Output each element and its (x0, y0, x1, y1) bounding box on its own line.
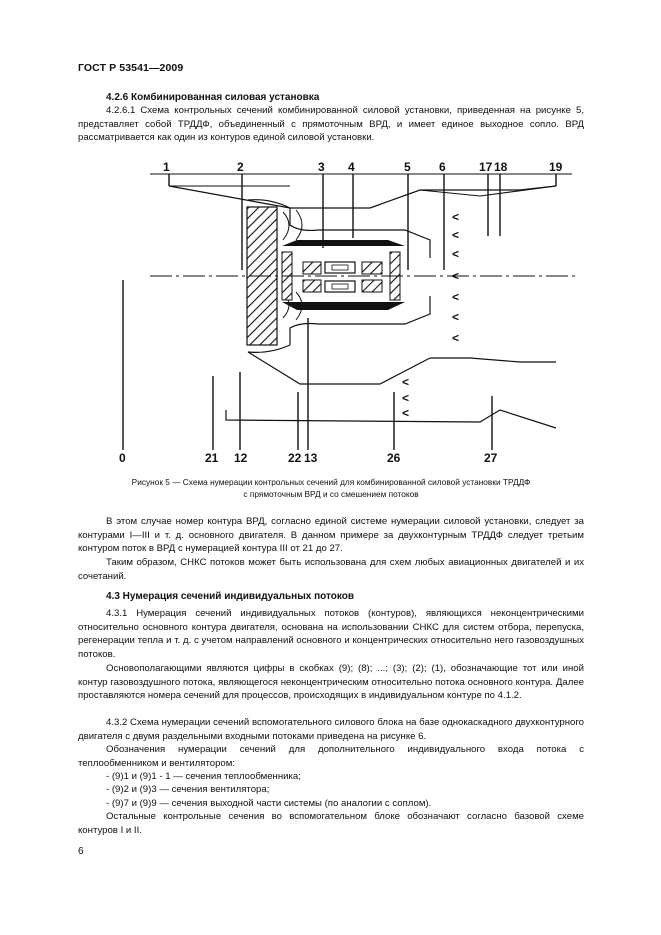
label-section-27: 27 (484, 451, 498, 465)
label-section-1: 1 (163, 160, 170, 174)
list-item: - (9)7 и (9)9 — сечения выходной части системы (по аналогии с соплом). (106, 798, 432, 809)
core-casing-lower (282, 302, 405, 310)
label-section-21: 21 (205, 451, 219, 465)
svg-text:<: < (452, 290, 460, 304)
label-section-2: 2 (237, 160, 244, 174)
paragraph-4-3-2-c: Остальные контрольные сечения во вспомогательном блоке обозначают согласно базовой схеме контуров I и II. (78, 811, 584, 836)
paragraph-4-3-2: 4.3.2 Схема нумерации сечений вспомогательного силового блока на базе однокаскадного двухконтурного двигателя с двумя раздельными входными потоками приведена на рисунке 6. (78, 717, 584, 742)
section-lines-top (169, 174, 556, 270)
svg-text:<: < (402, 391, 410, 405)
label-section-22: 22 (288, 451, 302, 465)
label-section-3: 3 (318, 160, 325, 174)
svg-text:<: < (402, 375, 410, 389)
section-heading-4-2-6: 4.2.6 Комбинированная силовая установка (106, 92, 320, 103)
ramjet-duct-lower (226, 410, 556, 428)
label-section-4: 4 (348, 160, 355, 174)
label-section-19: 19 (549, 160, 563, 174)
core-casing-upper (282, 240, 405, 246)
figure-caption-line2: с прямоточным ВРД и со смешением потоков (243, 489, 419, 499)
document-header: ГОСТ Р 53541—2009 (78, 62, 184, 74)
svg-text:<: < (452, 247, 460, 261)
label-section-6: 6 (439, 160, 446, 174)
figure-caption-line1: Рисунок 5 — Схема нумерации контрольных сечений для комбинированной силовой установки ТРДДФ (131, 477, 531, 487)
paragraph-4-3-1: 4.3.1 Нумерация сечений индивидуальных потоков (контуров), являющихся неконцентрическими относительно основного контура двигателя, основана на использовании СНКС для систем отбора, перепуска, регенерации тепла и т. д. с учетом направлений основного и концентрических относительно него газовоздушных потоков. (78, 608, 584, 660)
page-number: 6 (78, 846, 84, 857)
body-paragraph-2: Таким образом, СНКС потоков может быть использована для схем любых авиационных двигателей и их сочетаний. (78, 557, 584, 582)
svg-text:<: < (452, 210, 460, 224)
label-section-26: 26 (387, 451, 401, 465)
label-section-5: 5 (404, 160, 411, 174)
list-item: - (9)1 и (9)1 - 1 — сечения теплообменника; (106, 771, 301, 782)
section-heading-4-3: 4.3 Нумерация сечений индивидуальных потоков (106, 591, 354, 602)
label-section-13: 13 (304, 451, 318, 465)
label-section-18: 18 (494, 160, 508, 174)
svg-text:<: < (452, 331, 460, 345)
paragraph-4-3-2-b: Обозначения нумерации сечений для дополнительного индивидуального входа потока с теплообменником и вентилятором: (78, 744, 584, 769)
engine-section-diagram (0, 150, 661, 470)
svg-text:<: < (402, 406, 410, 420)
outer-nacelle-upper (169, 186, 556, 208)
svg-text:<: < (452, 228, 460, 242)
paragraph-4-2-6-1: 4.2.6.1 Схема контрольных сечений комбинированной силовой установки, приведенная на рисунке 5, представляет собой ТРДДФ, объединенный с прямоточным ВРД, и имеет единое выходное сопло. ВРД рассматривается как один из контуров единой силовой установки. (78, 105, 584, 143)
list-item: - (9)2 и (9)3 — сечения вентилятора; (106, 784, 270, 795)
paragraph-4-3-1-b: Основополагающими являются цифры в скобках (9); (8); ...; (3); (2); (1), обозначающие тот или иной контур газовоздушного потока, являющегося неконцентрическим относительно потока основного контура. Далее проставляются номера сечений для процессов, происходящих в индивидуальном контуре по 4.1.2. (78, 663, 584, 701)
label-section-17: 17 (479, 160, 493, 174)
label-section-12: 12 (234, 451, 248, 465)
body-paragraph-1: В этом случае номер контура ВРД, согласно единой системе нумерации силовой установки, следует за контурами I—III и т. д. основного двигателя. В данном примере за двухконтурным ТРДДФ следует третьим контуром поток в ВРД с нумерацией контура III от 21 до 27. (78, 516, 584, 554)
svg-text:<: < (452, 269, 460, 283)
svg-text:<: < (452, 310, 460, 324)
label-section-0: 0 (119, 451, 126, 465)
